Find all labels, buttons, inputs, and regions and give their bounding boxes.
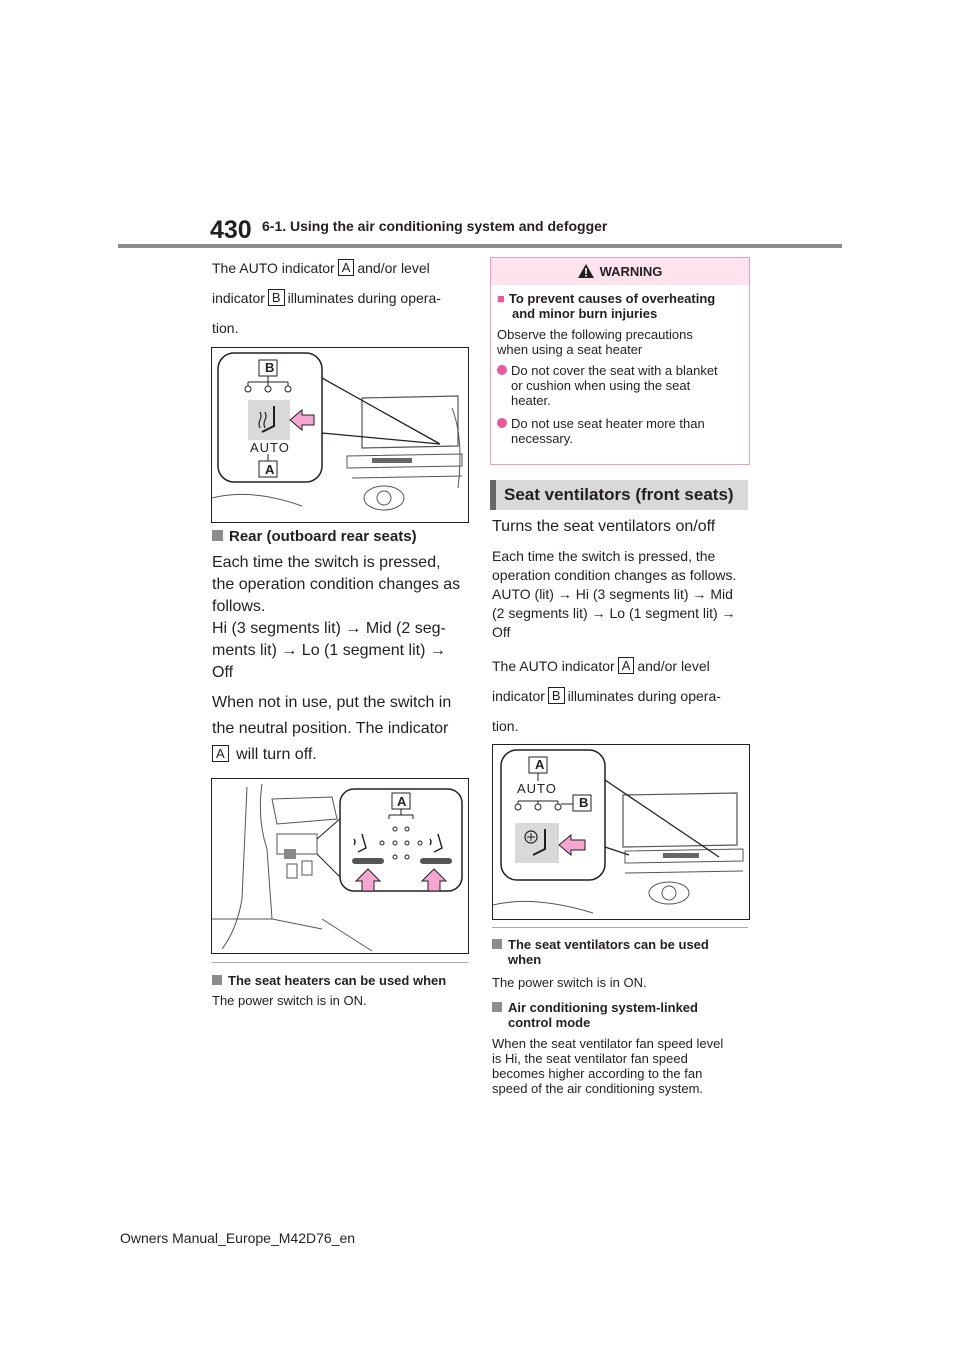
callout-a: A xyxy=(397,794,407,809)
seat-heaters-note-heading: The seat heaters can be used when xyxy=(212,973,446,988)
warning-bullet: Do not cover the seat with a blanket or cushion when using the seat heater. xyxy=(497,363,743,408)
bullet-square-icon xyxy=(492,939,502,949)
page-number: 430 xyxy=(210,216,252,244)
bullet-square-icon xyxy=(492,1002,502,1012)
auto-label: AUTO xyxy=(517,781,557,796)
rear-description: Each time the switch is pressed, the operation condition changes as follows. Hi (3 segments lit) → Mid (2 seg- ments lit) → Lo (1 segment lit) → Off xyxy=(212,554,461,681)
callout-a: A xyxy=(535,757,545,772)
callout-b: B xyxy=(579,795,589,810)
auto-indicator-text: The AUTO indicator A and/or level indicator B illuminates during opera- tion. xyxy=(492,658,721,734)
bullet-square-icon xyxy=(212,975,222,985)
section-title: 6-1. Using the air conditioning system and defogger xyxy=(262,218,608,234)
pink-dot-icon xyxy=(497,365,507,375)
warning-bullet: Do not use seat heater more than necessary. xyxy=(497,416,743,446)
warning-intro: Observe the following precautions when using a seat heater xyxy=(497,327,693,357)
auto-indicator-text: The AUTO indicator A and/or level indicator B illuminates during opera- tion. xyxy=(212,260,441,336)
ac-linked-text: When the seat ventilator fan speed level is Hi, the seat ventilator fan speed becomes higher according to the fan speed of the air conditioning system. xyxy=(492,1036,724,1096)
rear-console-illustration xyxy=(212,779,468,953)
label-a-box: A xyxy=(618,657,635,674)
warning-box xyxy=(490,257,750,465)
header-rule xyxy=(118,244,842,248)
rear-seats-heading: Rear (outboard rear seats) xyxy=(212,528,417,545)
note-rule xyxy=(212,962,468,963)
seat-ventilator-figure xyxy=(492,744,750,920)
ventilators-note-heading: The seat ventilators can be used when xyxy=(492,937,754,967)
warning-header: WARNING xyxy=(491,258,749,285)
note-rule xyxy=(492,927,748,928)
label-a-box: A xyxy=(338,259,355,276)
footer-doc-id: Owners Manual_Europe_M42D76_en xyxy=(120,1230,356,1246)
indicator-a-box: A xyxy=(212,745,229,762)
ventilators-note-text: The power switch is in ON. xyxy=(492,975,647,990)
callout-a: A xyxy=(265,462,275,477)
warning-heading: ■ To prevent causes of overheating and minor burn injuries xyxy=(497,291,716,321)
auto-label: AUTO xyxy=(250,440,290,455)
label-b-box: B xyxy=(268,289,285,306)
seat-ventilators-heading: Seat ventilators (front seats) xyxy=(490,480,748,510)
ac-linked-heading: Air conditioning system-linked control mode xyxy=(492,1000,754,1030)
seat-heaters-note-text: The power switch is in ON. xyxy=(212,993,367,1008)
dashboard-illustration xyxy=(212,348,468,522)
callout-b: B xyxy=(265,360,275,375)
warning-triangle-icon xyxy=(578,264,594,278)
ventilator-steps: Each time the switch is pressed, the operation condition changes as follows. AUTO (lit) → Hi (3 segments lit) → Mid (2 segments lit) → Lo (1 segment lit) → Off xyxy=(492,548,737,640)
bullet-square-icon xyxy=(212,530,223,541)
front-seat-heater-figure xyxy=(211,347,469,523)
neutral-position-text: When not in use, put the switch in the neutral position. The indicator A will turn off. xyxy=(212,694,452,763)
dashboard-illustration xyxy=(493,745,749,919)
rear-seat-heater-figure xyxy=(211,778,469,954)
pink-dot-icon xyxy=(497,418,507,428)
seat-ventilators-lead: Turns the seat ventilators on/off xyxy=(492,518,716,535)
label-b-box: B xyxy=(548,687,565,704)
pink-square-icon: ■ xyxy=(497,291,505,306)
